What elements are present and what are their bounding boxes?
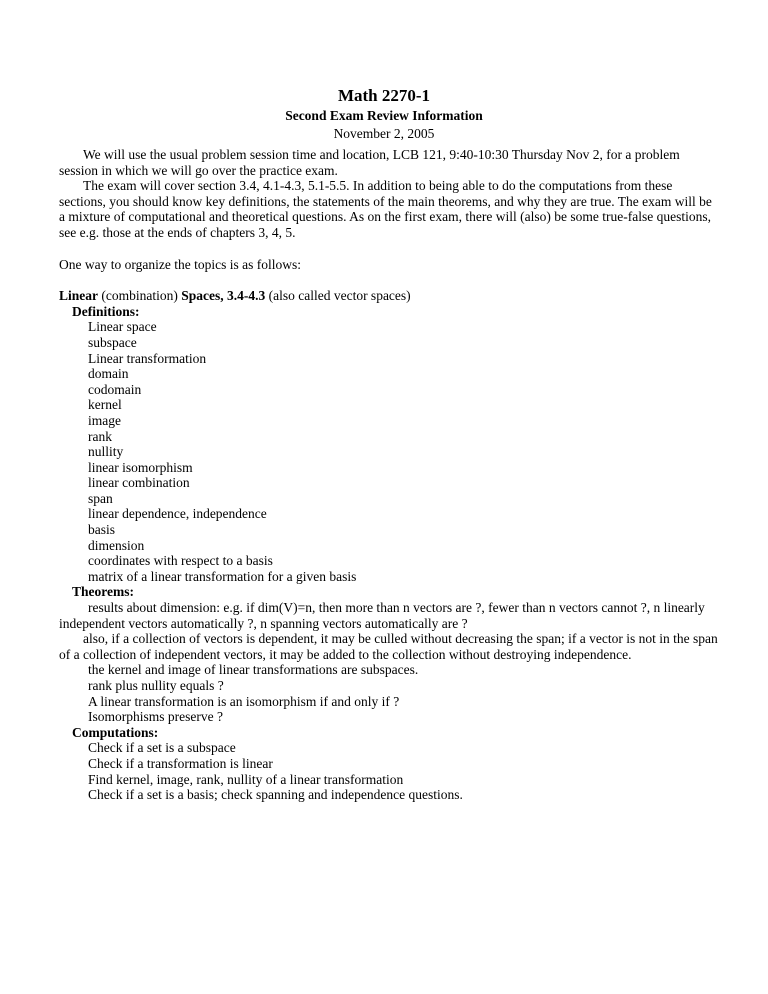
section-heading-plain-1: (combination) <box>98 288 182 304</box>
computation-item: Check if a set is a basis; check spanning and independence questions. <box>88 787 463 803</box>
definitions-label: Definitions: <box>72 303 140 319</box>
section-heading-bold-2: Spaces, 3.4-4.3 <box>181 288 266 304</box>
computation-item: Check if a set is a subspace <box>88 740 236 756</box>
definition-item: linear isomorphism <box>88 459 193 475</box>
definition-item: subspace <box>88 334 137 350</box>
theorem-item: rank plus nullity equals ? <box>88 678 224 693</box>
theorem-item: Isomorphisms preserve ? <box>88 709 223 725</box>
definition-item: Linear transformation <box>88 350 207 366</box>
definition-item: nullity <box>88 444 124 460</box>
definition-item: domain <box>88 366 129 382</box>
section-heading-plain-2: (also called vector spaces) <box>265 288 411 304</box>
page-subtitle: Second Exam Review Information <box>285 108 483 123</box>
document-body <box>59 147 719 803</box>
definition-item: Linear space <box>88 319 157 335</box>
intro-paragraph-3: One way to organize the topics is as follows: <box>59 256 301 272</box>
theorems-list <box>59 662 719 724</box>
definition-item: linear dependence, independence <box>88 506 267 522</box>
theorems-label: Theorems: <box>72 584 134 600</box>
definition-item: span <box>88 490 113 506</box>
computations-list <box>59 740 719 802</box>
definition-item: linear combination <box>88 475 190 491</box>
definition-item: image <box>88 412 121 428</box>
computation-item: Find kernel, image, rank, nullity of a linear transformation <box>88 771 404 787</box>
definition-item: matrix of a linear transformation for a given basis <box>88 568 357 584</box>
intro-paragraph-1: We will use the usual problem session time and location, LCB 121, 9:40-10:30 Thursday Nov 2, for a problem session in which we will go over the practice exam. <box>59 147 680 178</box>
theorem-paragraph-culling: also, if a collection of vectors is dependent, it may be culled without decreasing the span; if a vector is not in the span of a collection of independent vectors, it may be added to the collection without destroying independence. <box>59 631 718 662</box>
definitions-list <box>59 319 719 584</box>
section-heading <box>59 288 719 304</box>
computation-item: Check if a transformation is linear <box>88 755 273 771</box>
page-date: November 2, 2005 <box>333 126 435 141</box>
computations-label: Computations: <box>72 724 159 740</box>
intro-paragraph-2: The exam will cover section 3.4, 4.1-4.3, 5.1-5.5. In addition to being able to do the computations from these sections, you should know key definitions, the statements of the main theorems, and why they are true. The exam will be a mixture of computational and theoretical questions. As on the first exam, there will (also) be some true-false questions, see e.g. those at the ends of chapters 3, 4, 5. <box>59 178 712 240</box>
page-title: Math 2270-1 <box>337 86 431 105</box>
definition-item: rank <box>88 428 112 444</box>
definition-item: kernel <box>88 397 122 413</box>
definition-item: basis <box>88 522 115 538</box>
section-heading-bold-1: Linear <box>59 288 98 304</box>
definition-item: coordinates with respect to a basis <box>88 553 273 569</box>
theorem-paragraph-dimension: results about dimension: e.g. if dim(V)=n, then more than n vectors are ?, fewer than n vectors cannot ?, n linearly independent vectors automatically ?, n spanning vectors automatically are ? <box>59 600 705 631</box>
theorem-item: the kernel and image of linear transformations are subspaces. <box>88 662 419 678</box>
definition-item: codomain <box>88 381 142 397</box>
definition-item: dimension <box>88 537 145 553</box>
theorem-item: A linear transformation is an isomorphism if and only if ? <box>88 693 400 709</box>
